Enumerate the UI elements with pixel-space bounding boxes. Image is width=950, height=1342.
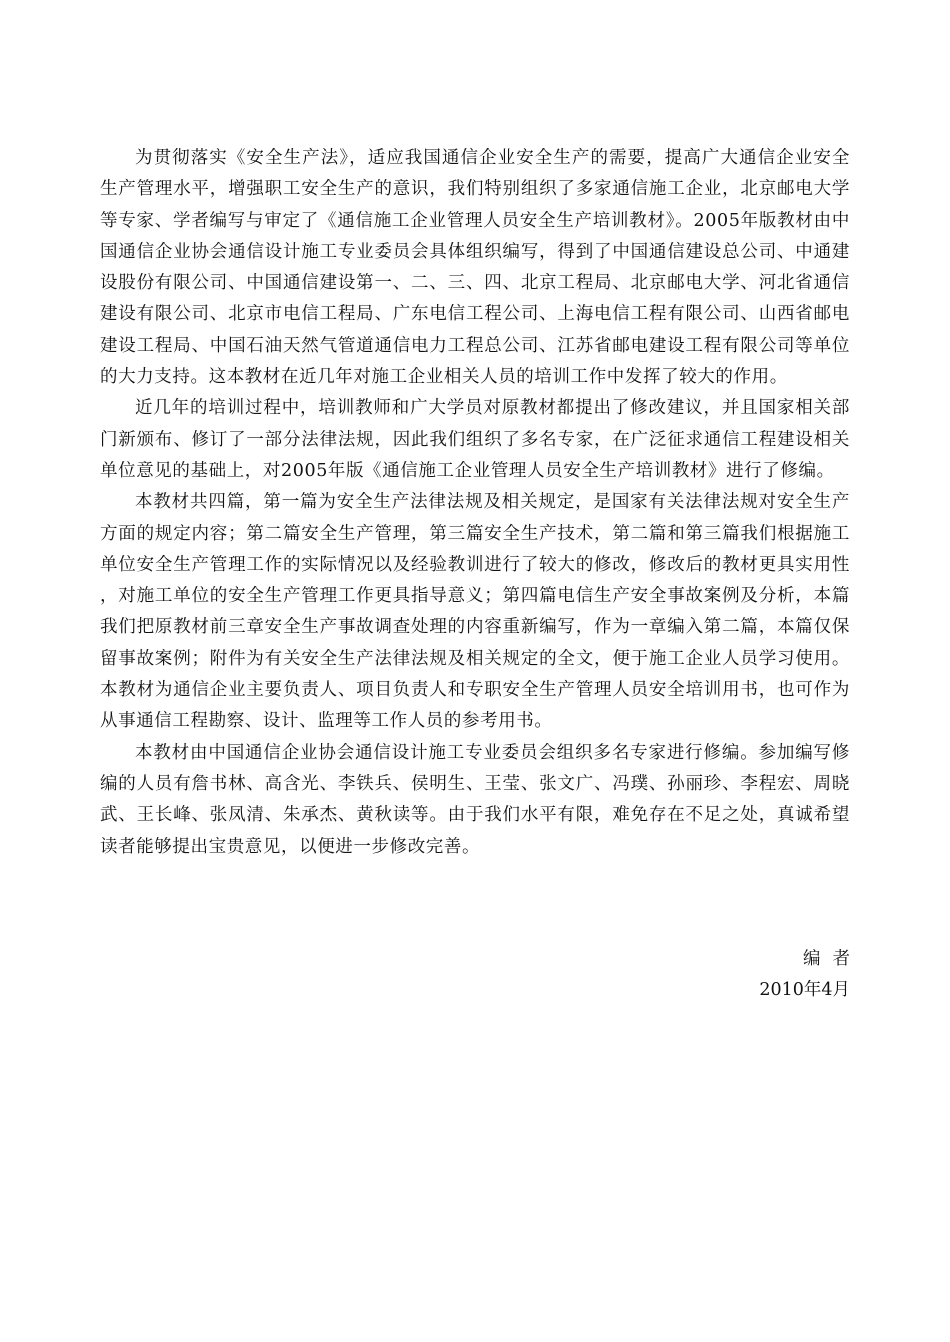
paragraph-4: 本教材由中国通信企业协会通信设计施工专业委员会组织多名专家进行修编。参加编写修编的人员有詹书林、高含光、李铁兵、侯明生、王莹、张文广、冯璞、孙丽珍、李程宏、周晓武、王长峰、张凤清、朱承杰、黄秋读等。由于我们水平有限，难免存在不足之处，真诚希望读者能够提出宝贵意见，以便进一步修改完善。 [100,742,850,857]
signature-block [759,944,862,1007]
author-signature: 编者 [803,949,862,969]
preface-body [100,143,850,863]
paragraph-2: 近几年的培训过程中，培训教师和广大学员对原教材都提出了修改建议，并且国家相关部门新颁布、修订了一部分法律法规，因此我们组织了多名专家，在广泛征求通信工程建设相关单位意见的基础上，对2005年版《通信施工企业管理人员安全生产培训教材》进行了修编。 [100,398,850,481]
paragraph-1: 为贯彻落实《安全生产法》，适应我国通信企业安全生产的需要，提高广大通信企业安全生产管理水平，增强职工安全生产的意识，我们特别组织了多家通信施工企业，北京邮电大学等专家、学者编写与审定了《通信施工企业管理人员安全生产培训教材》。2005年版教材由中国通信企业协会通信设计施工专业委员会具体组织编写，得到了中国通信建设总公司、中通建设股份有限公司、中国通信建设第一、二、三、四、北京工程局、北京邮电大学、河北省通信建设有限公司、北京市电信工程局、广东电信工程公司、上海电信工程有限公司、山西省邮电建设工程局、中国石油天然气管道通信电力工程总公司、江苏省邮电建设工程有限公司等单位的大力支持。这本教材在近几年对施工企业相关人员的培训工作中发挥了较大的作用。 [100,148,850,388]
signature-date: 2010年4月 [759,980,850,1001]
paragraph-3: 本教材共四篇，第一篇为安全生产法律法规及相关规定，是国家有关法律法规对安全生产方面的规定内容；第二篇安全生产管理，第三篇安全生产技术，第二篇和第三篇我们根据施工单位安全生产管理工作的实际情况以及经验教训进行了较大的修改，修改后的教材更具实用性，对施工单位的安全生产管理工作更具指导意义；第四篇电信生产安全事故案例及分析，本篇我们把原教材前三章安全生产事故调查处理的内容重新编写，作为一章编入第二篇，本篇仅保留事故案例；附件为有关安全生产法律法规及相关规定的全文，便于施工企业人员学习使用。本教材为通信企业主要负责人、项目负责人和专职安全生产管理人员安全培训用书，也可作为从事通信工程勘察、设计、监理等工作人员的参考用书。 [100,492,850,732]
